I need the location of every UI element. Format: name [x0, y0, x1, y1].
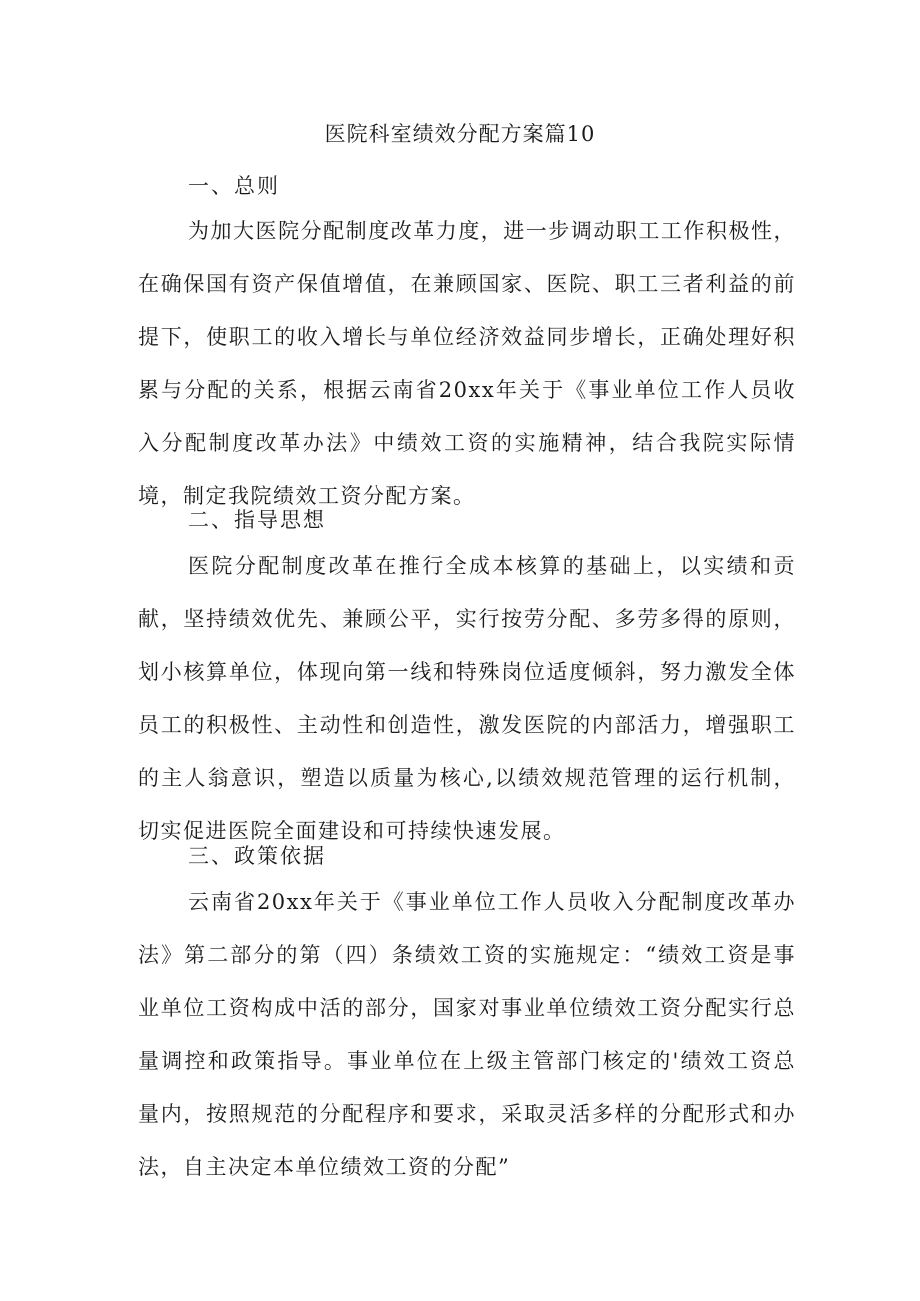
document-title: 医院科室绩效分配方案篇10 — [324, 122, 596, 146]
section-heading-policy-basis: 三、政策依据 — [188, 844, 326, 868]
section-body-guiding-ideology: 医院分配制度改革在推行全成本核算的基础上，以实绩和贡献，坚持绩效优先、兼顾公平，实行按劳分配、多劳多得的原则，划小核算单位，体现向第一线和特殊岗位适度倾斜，努力激发全体员工的积极性、主动性和创造性，激发医院的内部活力，增强职工的主人翁意识，塑造以质量为核心,以绩效规范管理的运行机制，切实促进医院全面建设和可持续快速发展。 — [138, 554, 796, 843]
section-body-general: 为加大医院分配制度改革力度，进一步调动职工工作积极性，在确保国有资产保值增值，在兼顾国家、医院、职工三者利益的前提下，使职工的收入增长与单位经济效益同步增长，正确处理好积累与分配的关系，根据云南省20xx年关于《事业单位工作人员收入分配制度改革办法》中绩效工资的实施精神，结合我院实际情境，制定我院绩效工资分配方案。 — [138, 219, 796, 508]
section-heading-general: 一、总则 — [188, 174, 280, 198]
section-heading-guiding-ideology: 二、指导思想 — [188, 508, 326, 532]
section-body-policy-basis: 云南省20xx年关于《事业单位工作人员收入分配制度改革办法》第二部分的第（四）条绩效工资的实施规定：“绩效工资是事业单位工资构成中活的部分，国家对事业单位绩效工资分配实行总量调控和政策指导。事业单位在上级主管部门核定的'绩效工资总量内，按照规范的分配程序和要求，采取灵活多样的分配形式和办法，自主决定本单位绩效工资的分配” — [138, 890, 796, 1179]
